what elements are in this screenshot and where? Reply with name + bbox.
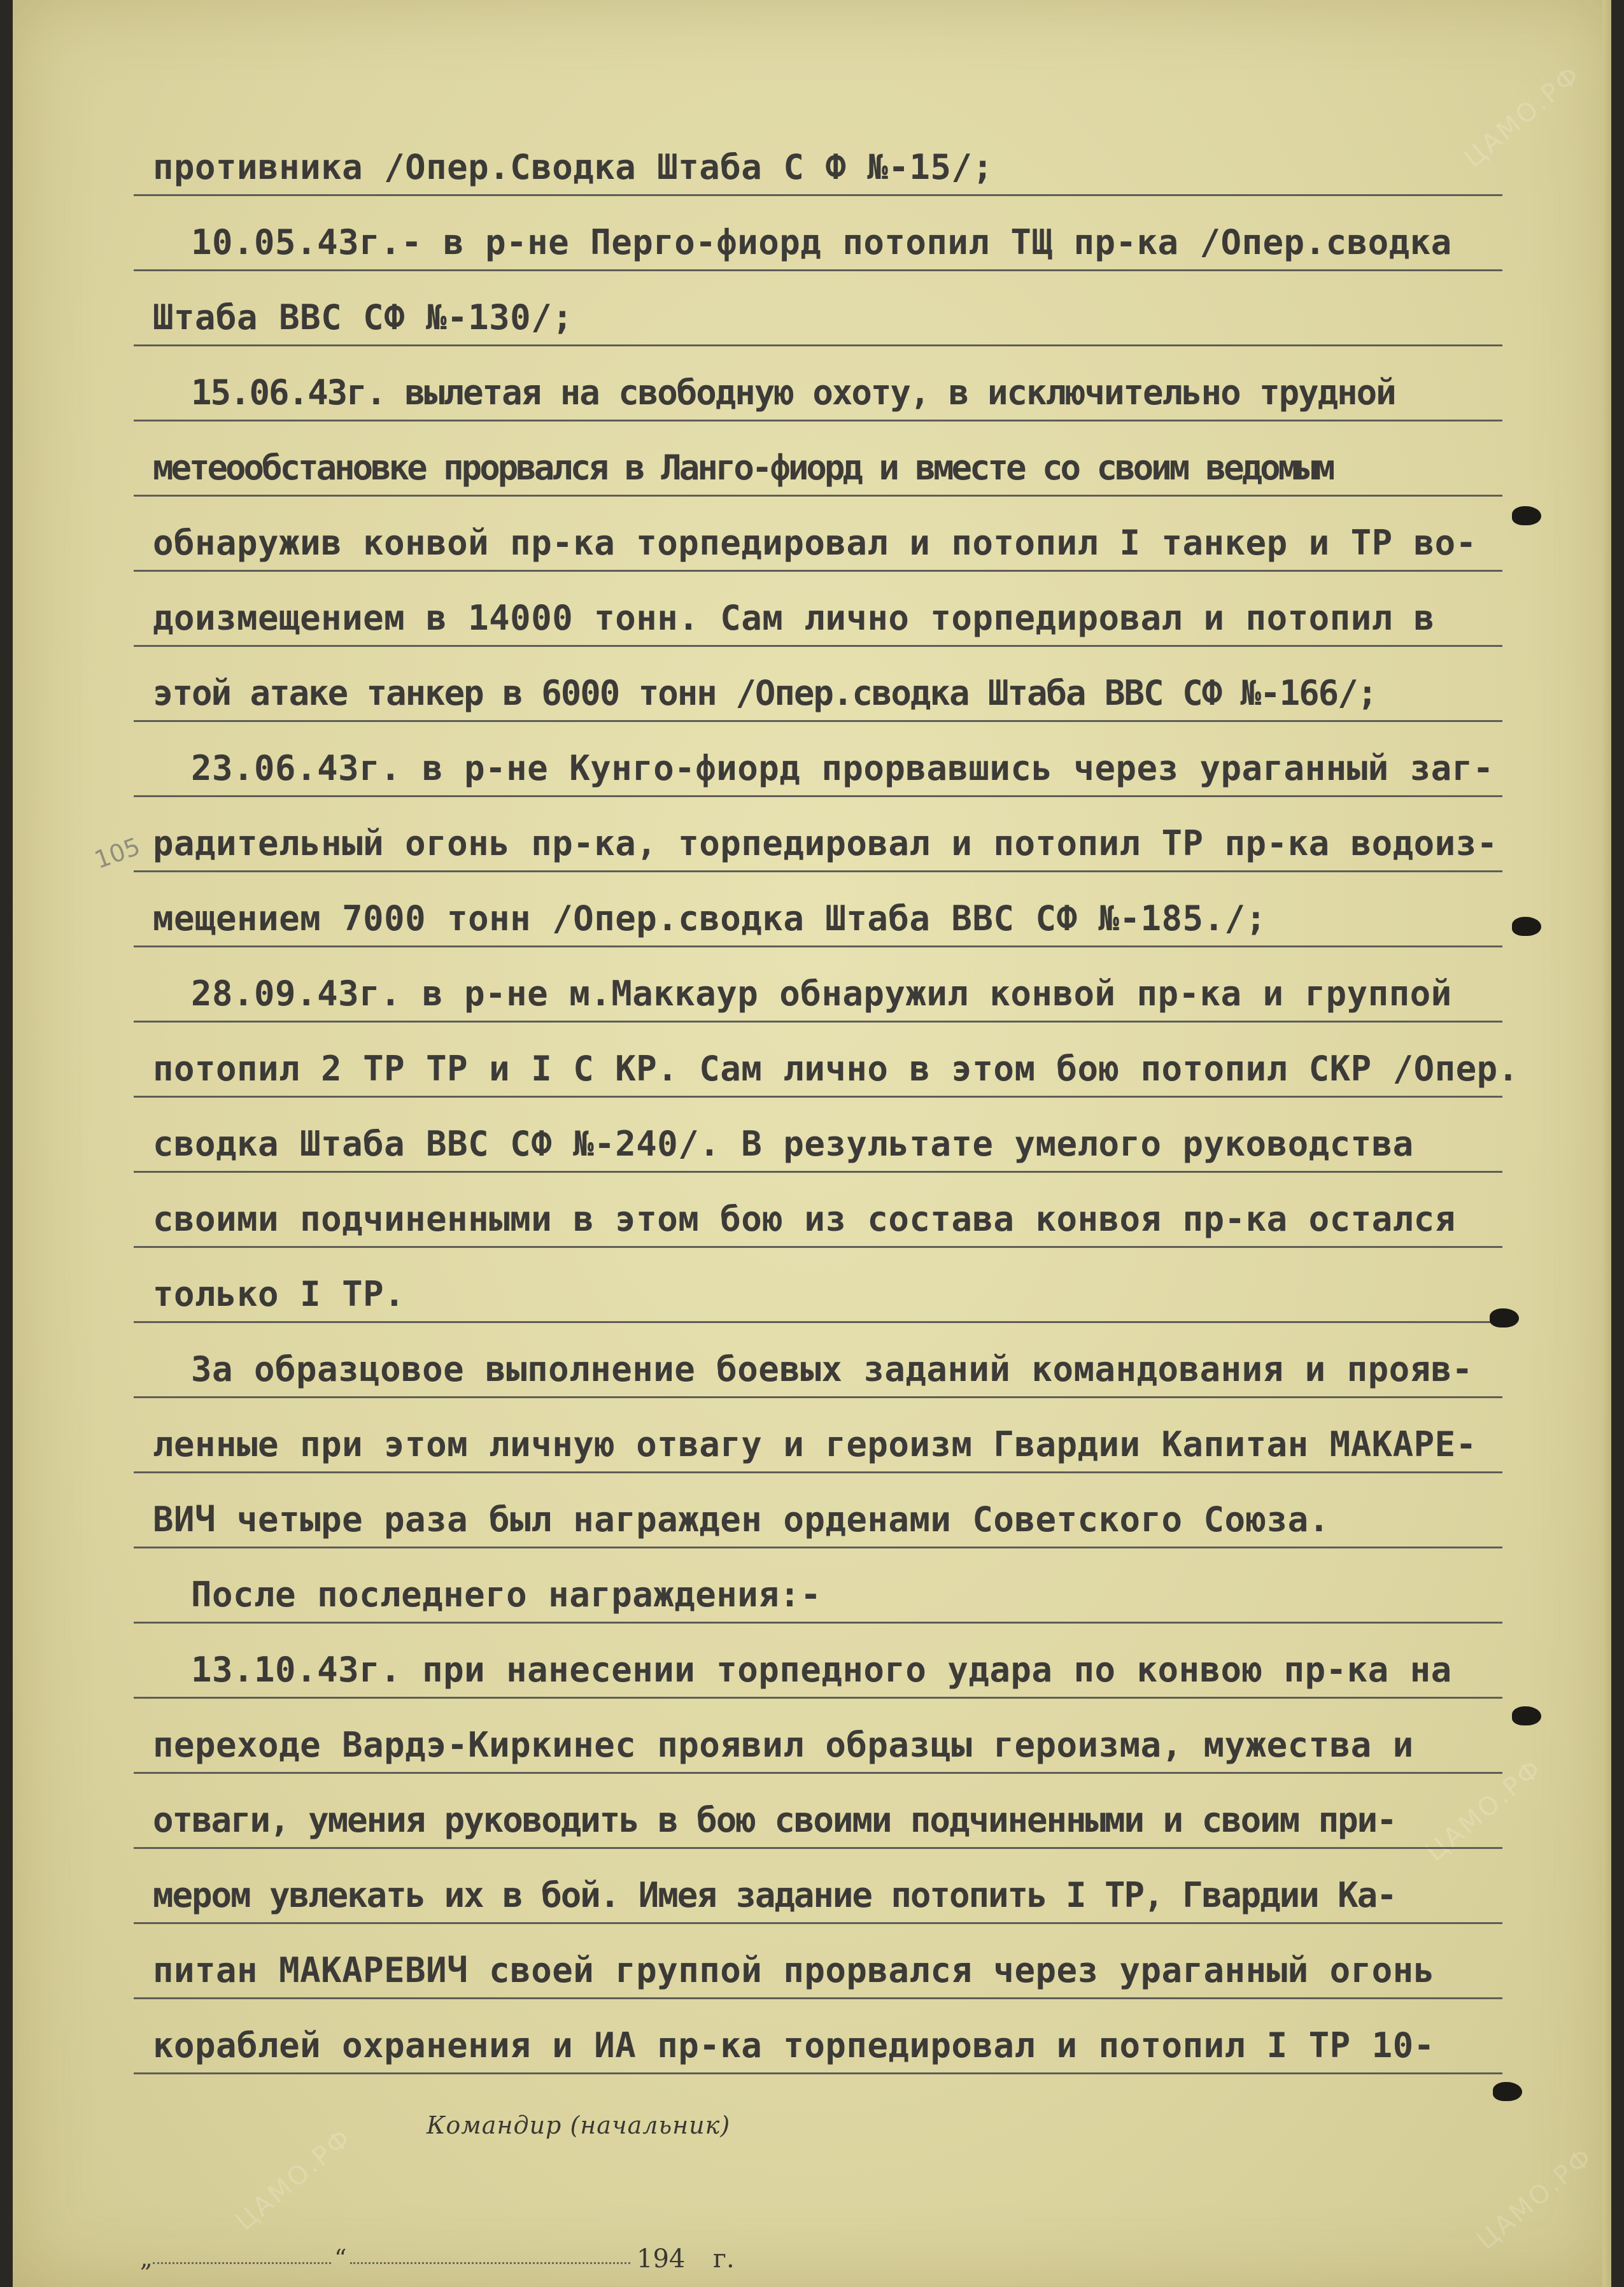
text-line: Штаба ВВС СФ №-130/; <box>134 271 1502 346</box>
text-line: мером увлекать их в бой. Имея задание потопить I ТР, Гвардии Ка- <box>134 1849 1502 1924</box>
watermark: ЦАМО.РФ <box>1458 59 1587 174</box>
watermark: ЦАМО.РФ <box>1471 2141 1600 2256</box>
punch-hole <box>1512 1706 1541 1725</box>
date-year: 194 <box>637 2244 686 2274</box>
text-line: 28.09.43г. в р-не м.Маккаур обнаружил конвой пр-ка и группой <box>134 947 1502 1023</box>
margin-note: 105 <box>90 832 144 875</box>
date-line <box>140 2244 777 2283</box>
watermark: ЦАМО.РФ <box>1420 1753 1549 1867</box>
commander-label: Командир (начальник) <box>427 2111 731 2139</box>
open-quote: „ <box>140 2244 153 2272</box>
text-line: отваги, умения руководить в бою своими подчиненными и своим при- <box>134 1774 1502 1849</box>
text-line: 23.06.43г. в р-не Кунго-фиорд прорвавшись через ураганный заг- <box>134 722 1502 797</box>
text-line: После последнего награждения:- <box>134 1548 1502 1624</box>
text-line: этой атаке танкер в 6000 тонн /Опер.сводка Штаба ВВС СФ №-166/; <box>134 647 1502 722</box>
text-line: переходе Вардэ-Киркинес проявил образцы героизма, мужества и <box>134 1699 1502 1774</box>
text-line: радительный огонь пр-ка, торпедировал и потопил ТР пр-ка водоиз- <box>134 797 1502 872</box>
text-line: обнаружив конвой пр-ка торпедировал и потопил I танкер и ТР во- <box>134 497 1502 572</box>
text-line: своими подчиненными в этом бою из состава конвоя пр-ка остался <box>134 1173 1502 1248</box>
date-year-suffix: г. <box>713 2244 735 2274</box>
mid-quote: “ <box>334 2244 347 2272</box>
text-line: За образцовое выполнение боевых заданий командования и прояв- <box>134 1323 1502 1398</box>
punch-hole <box>1493 2082 1522 2101</box>
date-blank-day <box>153 2262 331 2264</box>
page-edge <box>1602 0 1611 2287</box>
text-line: 13.10.43г. при нанесении торпедного удара по конвою пр-ка на <box>134 1624 1502 1699</box>
punch-hole <box>1490 1308 1519 1328</box>
document-page <box>13 0 1611 2287</box>
text-line: противника /Опер.Сводка Штаба С Ф №-15/; <box>134 121 1502 196</box>
text-line: мещением 7000 тонн /Опер.сводка Штаба ВВС СФ №-185./; <box>134 872 1502 947</box>
punch-hole <box>1512 506 1541 525</box>
text-line: ВИЧ четыре раза был награжден орденами Советского Союза. <box>134 1473 1502 1548</box>
typed-text-block <box>134 121 1519 2074</box>
text-line: только I ТР. <box>134 1248 1502 1323</box>
text-line: 15.06.43г. вылетая на свободную охоту, в исключительно трудной <box>134 346 1502 421</box>
date-blank-month <box>350 2262 630 2264</box>
text-line: кораблей охранения и ИА пр-ка торпедировал и потопил I ТР 10- <box>134 1999 1502 2074</box>
text-line: 10.05.43г.- в р-не Перго-фиорд потопил ТЩ пр-ка /Опер.сводка <box>134 196 1502 271</box>
watermark: ЦАМО.РФ <box>230 2122 358 2237</box>
text-line: потопил 2 ТР ТР и I С КР. Сам лично в этом бою потопил СКР /Опер. <box>134 1023 1502 1098</box>
text-line: ленные при этом личную отвагу и героизм Гвардии Капитан МАКАРЕ- <box>134 1398 1502 1473</box>
text-line: доизмещением в 14000 тонн. Сам лично торпедировал и потопил в <box>134 572 1502 647</box>
text-line: питан МАКАРЕВИЧ своей группой прорвался через ураганный огонь <box>134 1924 1502 1999</box>
text-line: метеообстановке прорвался в Ланго-фиорд и вместе со своим ведомым <box>134 421 1502 497</box>
punch-hole <box>1512 917 1541 936</box>
text-line: сводка Штаба ВВС СФ №-240/. В результате умелого руководства <box>134 1098 1502 1173</box>
